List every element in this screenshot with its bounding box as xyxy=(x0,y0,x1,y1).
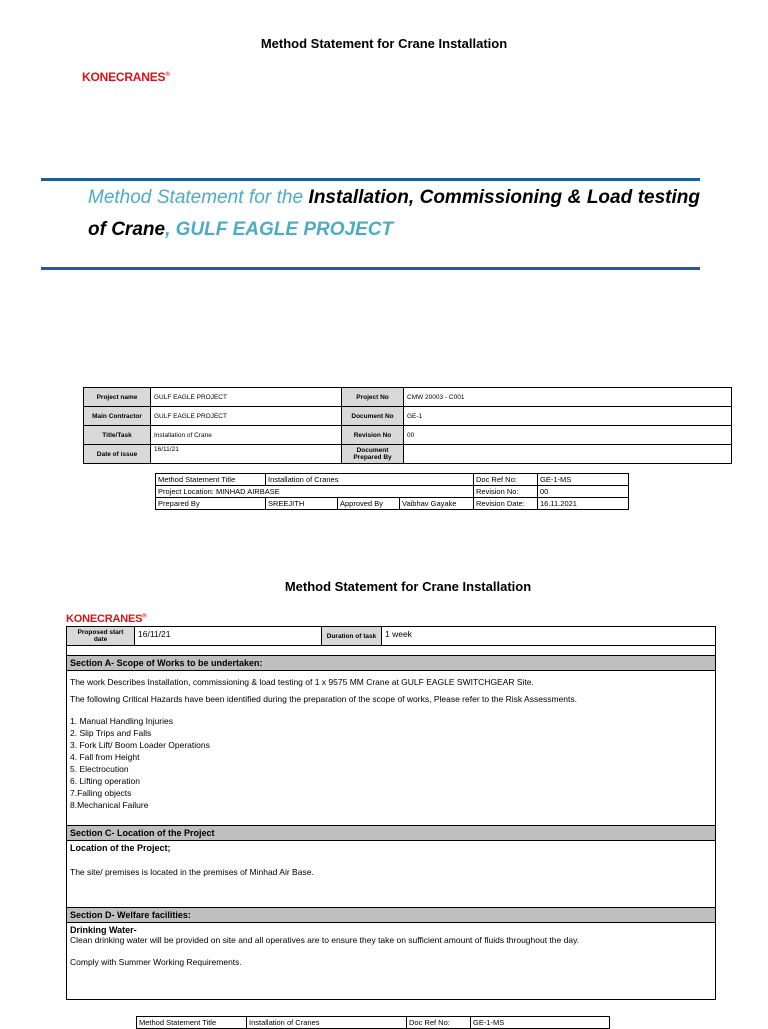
hazard-item: 6. Lifting operation xyxy=(70,776,140,786)
footer-reference-table xyxy=(136,1016,610,1029)
water-heading: Drinking Water- xyxy=(70,925,137,935)
doc-ref-value: GE-1-MS xyxy=(538,474,629,486)
scope-text: The work Describes Installation, commissioning & load testing of 1 x 9575 MM Crane at GULF EAGLE SWITCHGEAR Site. xyxy=(70,677,534,687)
revision-no-value: 00 xyxy=(404,426,732,445)
title-task-value: Installation of Crane xyxy=(151,426,342,445)
table-row xyxy=(156,474,629,486)
ms-title-value: Installation of Cranes xyxy=(266,474,474,486)
project-name-value: GULF EAGLE PROJECT xyxy=(151,388,342,407)
project-info-table xyxy=(83,387,732,464)
doc-ref-label: Doc Ref No: xyxy=(474,474,538,486)
document-title: Method Statement for the Installation, Commissioning & Load testing of Crane, GULF EAGLE PROJECT xyxy=(88,187,700,240)
revision-value: 00 xyxy=(538,486,629,498)
hazard-item: 3. Fork Lift/ Boom Loader Operations xyxy=(70,740,210,750)
project-location: Project Location: MINHAD AIRBASE xyxy=(156,486,474,498)
main-contractor-value: GULF EAGLE PROJECT xyxy=(151,407,342,426)
hazard-item: 4. Fall from Height xyxy=(70,752,140,762)
project-name-label: Project name xyxy=(84,388,151,407)
location-section xyxy=(67,841,716,908)
duration-value: 1 week xyxy=(382,627,716,646)
title-bottom-rule xyxy=(41,267,700,270)
prepared-value: SREEJITH xyxy=(266,498,338,510)
duration-label: Duration of task xyxy=(322,627,382,646)
table-row xyxy=(84,445,732,464)
table-row xyxy=(137,1017,610,1029)
ms-title-label: Method Statement Title xyxy=(156,474,266,486)
location-text: The site/ premises is located in the premises of Minhad Air Base. xyxy=(70,867,314,877)
approved-label: Approved By xyxy=(338,498,400,510)
revision-label: Revision No: xyxy=(474,486,538,498)
table-row xyxy=(67,627,716,646)
table-row xyxy=(84,426,732,445)
hazard-item: 8.Mechanical Failure xyxy=(70,800,149,810)
water-text: Clean drinking water will be provided on site and all operatives are to ensure they take on sufficient amount of fluids throughout the day. xyxy=(70,935,580,945)
title-task-label: Title/Task xyxy=(84,426,151,445)
revision-no-label: Revision No xyxy=(342,426,404,445)
konecranes-logo-2: KONECRANES® xyxy=(66,613,147,625)
hazards-intro: The following Critical Hazards have been identified during the preparation of the scope of works, Please refer to the Risk Assessments. xyxy=(70,694,577,704)
footer-doc-ref-value: GE-1-MS xyxy=(471,1017,610,1029)
welfare-section xyxy=(67,923,716,1000)
prepared-by-value xyxy=(404,445,732,464)
main-contractor-label: Main Contractor xyxy=(84,407,151,426)
hazard-item: 5. Electrocution xyxy=(70,764,129,774)
prepared-by-label: Document Prepared By xyxy=(342,445,404,464)
summer-text: Comply with Summer Working Requirements. xyxy=(70,957,242,967)
hazard-item: 2. Slip Trips and Falls xyxy=(70,728,152,738)
revision-date-label: Revision Date: xyxy=(474,498,538,510)
page2-title: Method Statement for Crane Installation xyxy=(284,579,532,594)
start-date-label: Proposed start date xyxy=(67,627,135,646)
hazard-item: 1. Manual Handling Injuries xyxy=(70,716,174,726)
page-header-title: Method Statement for Crane Installation xyxy=(260,36,508,51)
prepared-label: Prepared By xyxy=(156,498,266,510)
table-row xyxy=(156,498,629,510)
hazard-item: 7.Falling objects xyxy=(70,788,132,798)
project-no-value: CMW 20003 - C001 xyxy=(404,388,732,407)
location-heading: Location of the Project; xyxy=(70,843,171,853)
revision-date-value: 16.11.2021 xyxy=(538,498,629,510)
reference-table xyxy=(155,473,629,510)
konecranes-logo: KONECRANES® xyxy=(82,70,170,84)
section-d-header: Section D- Welfare facilities: xyxy=(67,908,716,923)
method-statement-table xyxy=(66,626,716,1000)
footer-ms-title-value: Installation of Cranes xyxy=(247,1017,407,1029)
date-of-issue-label: Date of issue xyxy=(84,445,151,464)
footer-ms-title-label: Method Statement Title xyxy=(137,1017,247,1029)
start-date-value: 16/11/21 xyxy=(135,627,322,646)
section-a-header: Section A- Scope of Works to be undertaken: xyxy=(67,656,716,671)
table-row xyxy=(84,388,732,407)
table-row xyxy=(156,486,629,498)
title-top-rule xyxy=(41,178,700,181)
table-row xyxy=(84,407,732,426)
project-no-label: Project No xyxy=(342,388,404,407)
date-of-issue-value: 16/11/21 xyxy=(151,445,342,464)
approved-value: Vaibhav Gayake xyxy=(400,498,474,510)
document-no-label: Document No xyxy=(342,407,404,426)
document-no-value: GE-1 xyxy=(404,407,732,426)
footer-doc-ref-label: Doc Ref No: xyxy=(407,1017,471,1029)
section-c-header: Section C- Location of the Project xyxy=(67,826,716,841)
scope-section xyxy=(67,671,716,826)
